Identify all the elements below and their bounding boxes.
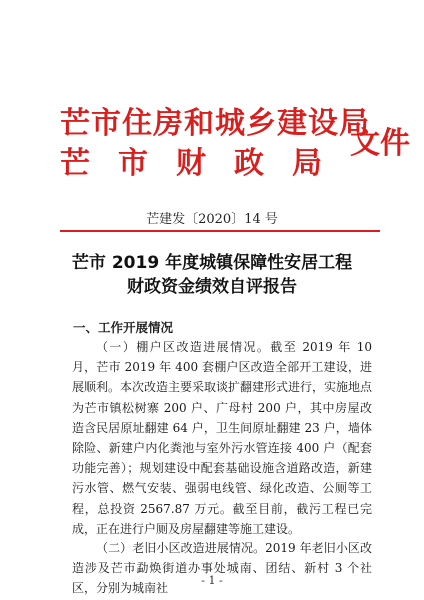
- header-line-finance-bureau: 芒市财政局: [60, 146, 350, 181]
- header-document-suffix: 文件: [350, 126, 410, 161]
- section-heading: 一、工作开展情况: [73, 320, 174, 335]
- header-line-housing-bureau: 芒市住房和城乡建设局: [60, 106, 370, 141]
- paragraph-old-community: （二）老旧小区改造进展情况。2019 年老旧小区改造涉及芒市勐焕街道办事处城南、团结、新村 3 个社区，分别为城南社: [72, 541, 372, 596]
- report-title-line-1: 芒市 2019 年度城镇保障性安居工程: [71, 253, 353, 273]
- document-number: 芒建发〔2020〕14 号: [146, 212, 278, 227]
- issuing-authority-header: [60, 98, 410, 181]
- page-number: - 1 -: [201, 574, 223, 587]
- paragraph-shantytown: （一）棚户区改造进展情况。截至 2019 年 10 月，芒市 2019 年 400 套棚户区改造全部开工建设，进展顺利。本次改造主要采取谈扩翻建形式进行，实施地点为芒市镇松树寨 200 户、广母村 200 户，其中房屋改造含民居原址翻建 64 户，卫生间原址翻建 23 户，墙体除险、新建户内化粪池与室外污水管连接 400 户（配套功能完善）；规划建设中配套基础设施含道路改造，新建污水管、燃气安装、强弱电线管、绿化改造、公厕等工程，总投资 2567.87 万元。截至目前，截污工程已完成，正在进行户厕及房屋翻建等施工建设。: [72, 340, 373, 536]
- red-divider: [60, 230, 380, 232]
- report-title-line-2: 财政资金绩效自评报告: [127, 277, 297, 297]
